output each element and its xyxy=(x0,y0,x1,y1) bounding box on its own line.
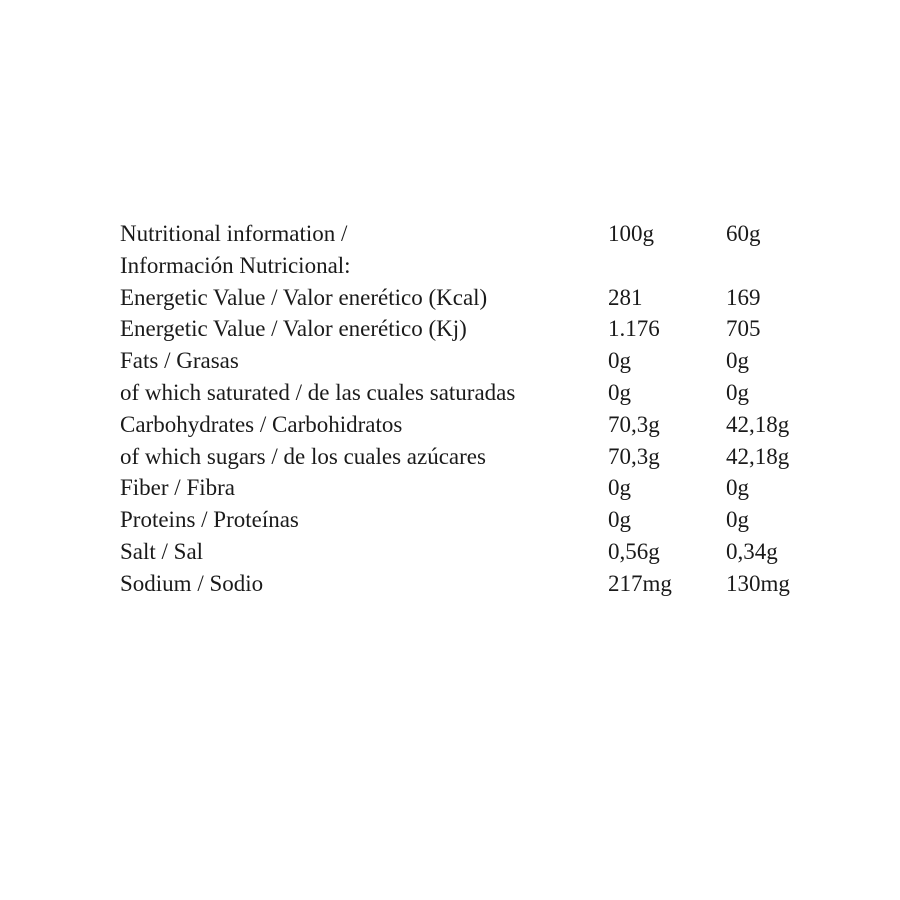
row-value-100g: 70,3g xyxy=(608,411,660,437)
table-row xyxy=(120,345,820,377)
row-value-100g: 1.176 xyxy=(608,316,660,342)
table-row xyxy=(120,313,820,345)
nutrition-table xyxy=(120,218,820,600)
column-header-60g: 60g xyxy=(726,221,761,246)
row-label: Fiber / Fibra xyxy=(120,475,235,501)
row-value-60g: 0g xyxy=(726,475,749,501)
header-row-2 xyxy=(120,250,820,282)
row-value-100g: 217mg xyxy=(608,570,672,596)
row-value-60g: 42,18g xyxy=(726,411,790,437)
row-label: Proteins / Proteínas xyxy=(120,507,299,533)
row-value-100g: 0g xyxy=(608,348,631,374)
row-value-60g: 42,18g xyxy=(726,443,790,469)
row-value-100g: 0g xyxy=(608,475,631,501)
row-value-60g: 705 xyxy=(726,316,761,342)
row-value-100g: 281 xyxy=(608,284,643,310)
table-row xyxy=(120,536,820,568)
row-label: of which saturated / de las cuales saturadas xyxy=(120,379,516,405)
row-value-100g: 0,56g xyxy=(608,538,660,564)
row-value-60g: 169 xyxy=(726,284,761,310)
table-row xyxy=(120,282,820,314)
row-label: Energetic Value / Valor enerético (Kj) xyxy=(120,316,467,342)
row-value-60g: 0g xyxy=(726,507,749,533)
table-row xyxy=(120,409,820,441)
row-label: of which sugars / de los cuales azúcares xyxy=(120,443,486,469)
table-row xyxy=(120,568,820,600)
row-label: Fats / Grasas xyxy=(120,348,239,374)
row-label: Salt / Sal xyxy=(120,538,204,564)
row-label: Energetic Value / Valor enerético (Kcal) xyxy=(120,284,488,310)
table-row xyxy=(120,377,820,409)
column-header-100g: 100g xyxy=(608,221,654,246)
row-value-100g: 70,3g xyxy=(608,443,660,469)
row-value-60g: 0,34g xyxy=(726,538,778,564)
row-value-60g: 130mg xyxy=(726,570,790,596)
row-value-60g: 0g xyxy=(726,379,749,405)
table-title-line2: Información Nutricional: xyxy=(120,252,351,278)
row-value-100g: 0g xyxy=(608,379,631,405)
row-label: Sodium / Sodio xyxy=(120,570,264,596)
row-label: Carbohydrates / Carbohidratos xyxy=(120,411,403,437)
row-value-100g: 0g xyxy=(608,507,631,533)
header-row xyxy=(120,218,820,250)
table-row xyxy=(120,472,820,504)
row-value-60g: 0g xyxy=(726,348,749,374)
table-row xyxy=(120,504,820,536)
table-row xyxy=(120,441,820,473)
table-title-line1: Nutritional information / xyxy=(120,221,348,246)
